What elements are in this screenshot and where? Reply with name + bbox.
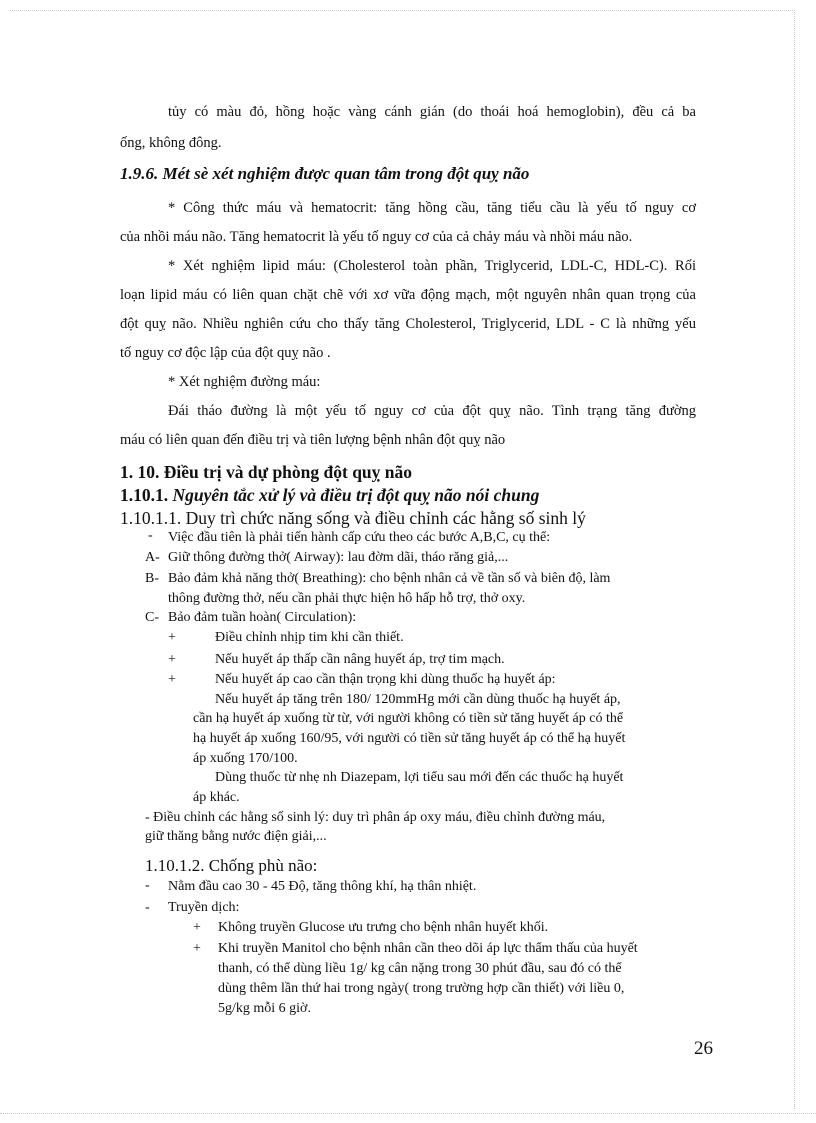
sub-list-item: Điều chỉnh nhịp tim khi cần thiết. <box>215 630 404 645</box>
body-text-line: áp xuống 170/100. <box>193 751 298 766</box>
body-text-line: loạn lipid máu có liên quan chặt chẽ với xơ vữa động mạch, một nguyên nhân quan trọng của <box>120 287 696 303</box>
list-marker: A- <box>145 550 160 565</box>
list-marker: C- <box>145 610 159 625</box>
plus-marker: + <box>193 920 201 935</box>
dash-marker: - <box>148 528 153 543</box>
list-item: Nằm đầu cao 30 - 45 Độ, tăng thông khí, hạ thân nhiệt. <box>168 879 477 894</box>
body-text-line: đột quỵ não. Nhiều nghiên cứu cho thấy tăng Cholesterol, Triglycerid, LDL - C là những yếu <box>120 316 696 332</box>
plus-marker: + <box>193 941 201 956</box>
section-heading-1-10-1-1: 1.10.1.1. Duy trì chức năng sống và điều chỉnh các hằng số sinh lý <box>120 508 586 528</box>
sub-list-item-continuation: dùng thêm lần thứ hai trong ngày( trong trường hợp cần thiết) với liều 0, <box>218 981 625 996</box>
dash-marker: - <box>145 878 150 893</box>
sub-list-item: Khi truyền Manitol cho bệnh nhân cần theo dõi áp lực thẩm thấu của huyết <box>218 941 638 956</box>
list-item: Bảo đảm khả năng thở( Breathing): cho bệnh nhân cả về tần số và biên độ, làm <box>168 571 611 586</box>
body-text-line: hạ huyết áp xuống 160/95, với người có tiền sử tăng huyết áp có thể hạ huyết <box>193 731 626 746</box>
list-marker: B- <box>145 571 159 586</box>
list-item: Truyền dịch: <box>168 900 240 915</box>
dash-marker: - <box>145 900 150 915</box>
list-item: Bảo đảm tuần hoàn( Circulation): <box>168 610 357 625</box>
page-number: 26 <box>694 1038 713 1059</box>
body-text-line: * Xét nghiệm đường máu: <box>168 374 321 390</box>
section-heading-1-10-1-2: 1.10.1.2. Chống phù não: <box>145 856 318 875</box>
list-item-continuation: giữ thăng bằng nước điện giải,... <box>145 829 327 844</box>
plus-marker: + <box>168 672 176 687</box>
list-item: Giữ thông đường thở( Airway): lau đờm dãi, tháo răng giả,... <box>168 550 509 565</box>
body-text-line: Nếu huyết áp tăng trên 180/ 120mmHg mới cần dùng thuốc hạ huyết áp, <box>215 692 621 707</box>
body-text-line: máu có liên quan đến điều trị và tiên lượng bệnh nhân đột quỵ não <box>120 432 506 448</box>
body-text-line: áp khác. <box>193 790 240 805</box>
list-item-continuation: thông đường thở, nếu cần phải thực hiện hô hấp hỗ trợ, thở oxy. <box>168 591 526 606</box>
heading-title: Nguyên tắc xử lý và điều trị đột quỵ não nói chung <box>172 485 540 505</box>
section-heading-1-9-6: 1.9.6. Mét sè xét nghiệm được quan tâm trong đột quỵ não <box>120 164 530 183</box>
body-text-line: Đái tháo đường là một yếu tố nguy cơ của đột quỵ não. Tình trạng tăng đường <box>168 403 696 419</box>
heading-number: 1.10.1. <box>120 485 169 505</box>
list-item: Việc đầu tiên là phải tiến hành cấp cứu theo các bước A,B,C, cụ thể: <box>168 530 551 545</box>
plus-marker: + <box>168 630 176 645</box>
body-text-line: Dùng thuốc từ nhẹ nh Diazepam, lợi tiểu sau mới đến các thuốc hạ huyết <box>215 770 624 785</box>
sub-list-item-continuation: 5g/kg mỗi 6 giờ. <box>218 1001 311 1016</box>
body-text-line: ống, không đông. <box>120 135 222 151</box>
body-text-line: * Xét nghiệm lipid máu: (Cholesterol toàn phần, Triglycerid, LDL-C, HDL-C). Rối <box>168 258 696 274</box>
sub-list-item: Nếu huyết áp cao cần thận trọng khi dùng thuốc hạ huyết áp: <box>215 672 556 687</box>
body-text-line: tủy có màu đỏ, hồng hoặc vàng cánh gián (do thoái hoá hemoglobin), đều cả ba <box>168 104 696 120</box>
body-text-line: cần hạ huyết áp xuống từ từ, với người không có tiền sử tăng huyết áp có thể <box>193 711 624 726</box>
section-heading-1-10: 1. 10. Điều trị và dự phòng đột quỵ não <box>120 462 413 482</box>
body-text-line: của nhồi máu não. Tăng hematocrit là yếu tố nguy cơ của cả chảy máu và nhồi máu não. <box>120 229 633 245</box>
section-heading-1-10-1 <box>120 485 539 506</box>
body-text-line: * Công thức máu và hematocrit: tăng hồng cầu, tăng tiểu cầu là yếu tố nguy cơ <box>168 200 696 216</box>
plus-marker: + <box>168 652 176 667</box>
sub-list-item: Không truyền Glucose ưu trưng cho bệnh nhân huyết khối. <box>218 920 549 935</box>
body-text-line: tố nguy cơ độc lập của đột quỵ não . <box>120 345 331 361</box>
sub-list-item: Nếu huyết áp thấp cần nâng huyết áp, trợ tim mạch. <box>215 652 505 667</box>
sub-list-item-continuation: thanh, có thể dùng liều 1g/ kg cân nặng trong 30 phút đầu, sau đó có thể <box>218 961 622 976</box>
page-bottom-rule <box>0 1113 816 1114</box>
list-item: - Điều chỉnh các hằng số sinh lý: duy trì phân áp oxy máu, điều chỉnh đường máu, <box>145 810 606 825</box>
